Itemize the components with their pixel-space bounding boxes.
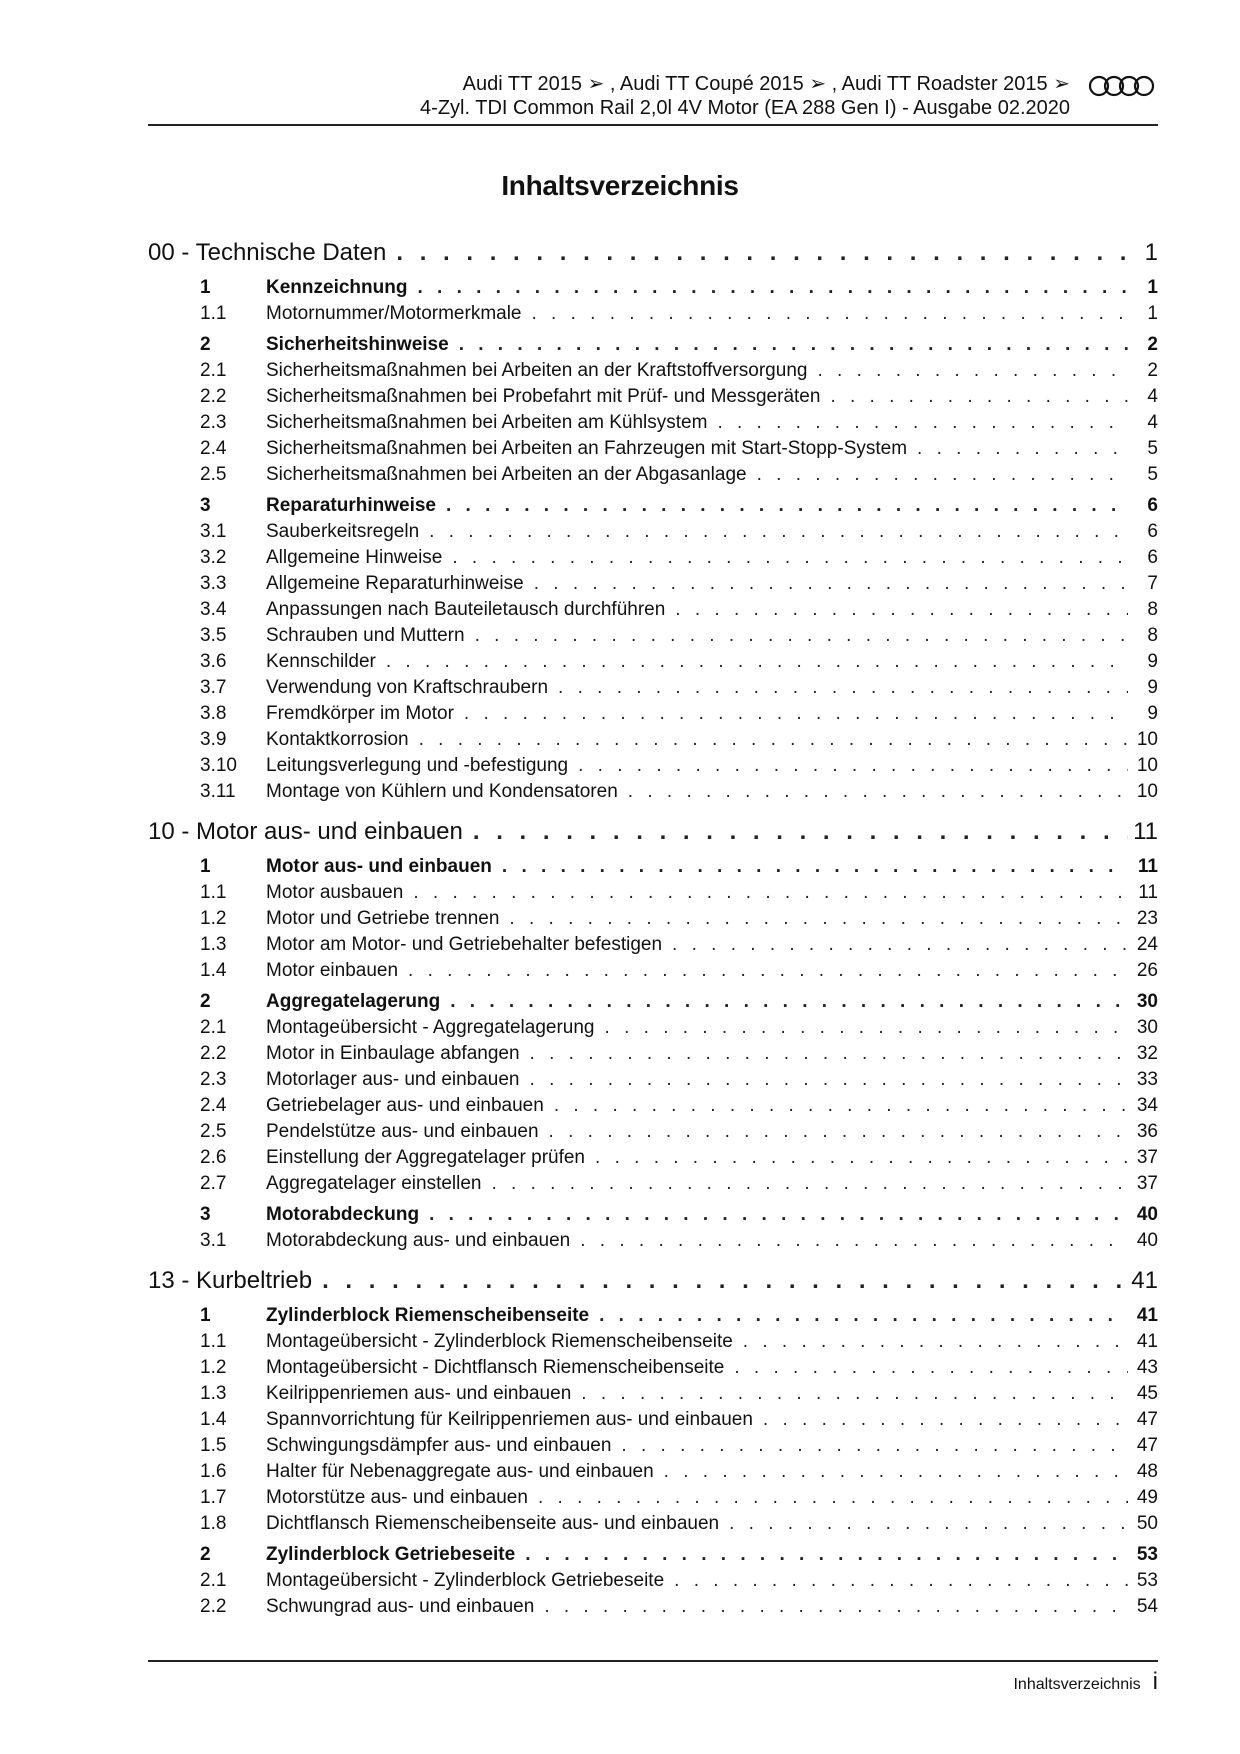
- toc-entry-page: 45: [1136, 1383, 1158, 1404]
- toc-entry-number: 1.3: [200, 1383, 227, 1404]
- toc-entry-label: Motorabdeckung: [266, 1204, 420, 1225]
- toc-entry-number: 2.7: [200, 1173, 227, 1194]
- dot-leader: [515, 1542, 1128, 1568]
- toc-entry-label: Motornummer/Motormerkmale: [266, 303, 522, 324]
- dot-leader: [544, 1093, 1128, 1119]
- toc-entry-page: 24: [1136, 934, 1158, 955]
- toc-section-entry[interactable]: [148, 1303, 1158, 1329]
- dot-leader: [747, 462, 1128, 488]
- toc-entry-label: Montageübersicht - Dichtflansch Riemenscheibenseite: [266, 1357, 725, 1378]
- dot-leader: [440, 989, 1128, 1015]
- toc-chapter-entry[interactable]: [148, 1264, 1158, 1298]
- toc-entry-label: Motor einbauen: [266, 960, 399, 981]
- toc-entry-number: 3.3: [200, 573, 227, 594]
- toc-sub-entry[interactable]: [148, 597, 1158, 623]
- dot-leader: [398, 958, 1128, 984]
- toc-entry-page: 49: [1136, 1487, 1158, 1508]
- page-header: [148, 70, 1158, 126]
- page-title: Inhaltsverzeichnis: [501, 170, 739, 201]
- toc-entry-label: Schwungrad aus- und einbauen: [266, 1596, 535, 1617]
- toc-sub-entry[interactable]: [148, 410, 1158, 436]
- dot-leader: [376, 649, 1128, 675]
- toc-entry-number: 2.5: [200, 464, 227, 485]
- toc-entry-label: Kennschilder: [266, 651, 376, 672]
- toc-entry-page: 32: [1136, 1043, 1158, 1064]
- toc-entry-number: 3: [200, 1204, 211, 1225]
- toc-entry-page: 30: [1136, 1017, 1158, 1038]
- toc-entry-label: Montage von Kühlern und Kondensatoren: [266, 781, 618, 802]
- toc-sub-entry[interactable]: [148, 1381, 1158, 1407]
- toc-entry-label: Montageübersicht - Zylinderblock Riemenscheibenseite: [266, 1331, 733, 1352]
- dot-leader: [482, 1171, 1129, 1197]
- toc-entry-number: 3.4: [200, 599, 227, 620]
- toc-entry-page: 41: [1136, 1331, 1158, 1352]
- toc-entry-number: 1.1: [200, 303, 227, 324]
- toc-entry-number: 3.2: [200, 547, 227, 568]
- toc-entry-label: Kontaktkorrosion: [266, 729, 409, 750]
- toc-sub-entry[interactable]: [148, 701, 1158, 727]
- toc-entry-page: 8: [1147, 599, 1158, 620]
- dot-leader: [548, 675, 1128, 701]
- dot-leader: [407, 275, 1128, 301]
- dot-leader: [524, 571, 1128, 597]
- toc-entry-page: 4: [1147, 412, 1158, 433]
- dot-leader: [589, 1303, 1128, 1329]
- toc-entry-page: 2: [1147, 360, 1158, 381]
- toc-entry-label: Keilrippenriemen aus- und einbauen: [266, 1383, 572, 1404]
- toc-sub-entry[interactable]: [148, 1228, 1158, 1254]
- toc-entry-page: 54: [1136, 1596, 1158, 1617]
- toc-sub-entry[interactable]: [148, 727, 1158, 753]
- toc-entry-label: 10 - Motor aus- und einbauen: [148, 818, 463, 845]
- dot-leader: [449, 332, 1128, 358]
- toc-sub-entry[interactable]: [148, 779, 1158, 805]
- toc-sub-entry[interactable]: [148, 623, 1158, 649]
- dot-leader: [403, 880, 1128, 906]
- toc-entry-page: 40: [1136, 1204, 1158, 1225]
- toc-entry-number: 1.5: [200, 1435, 227, 1456]
- dot-leader: [534, 1594, 1128, 1620]
- toc-entry-page: 53: [1136, 1570, 1158, 1591]
- toc-entry-number: 2: [200, 334, 211, 355]
- toc-entry-page: 5: [1147, 464, 1158, 485]
- toc-sub-entry[interactable]: [148, 545, 1158, 571]
- toc-sub-entry[interactable]: [148, 753, 1158, 779]
- audi-rings-logo: [1088, 74, 1158, 98]
- toc-entry-label: Motorabdeckung aus- und einbauen: [266, 1230, 571, 1251]
- toc-sub-entry[interactable]: [148, 932, 1158, 958]
- toc-sub-entry[interactable]: [148, 1511, 1158, 1537]
- dot-leader: [707, 410, 1128, 436]
- dot-leader: [520, 1067, 1128, 1093]
- toc-entry-page: 2: [1147, 334, 1158, 355]
- toc-sub-entry[interactable]: [148, 1329, 1158, 1355]
- toc-sub-entry[interactable]: [148, 301, 1158, 327]
- toc-entry-page: 40: [1136, 1230, 1158, 1251]
- toc-section-entry[interactable]: [148, 1202, 1158, 1228]
- toc-entry-label: Schwingungsdämpfer aus- und einbauen: [266, 1435, 612, 1456]
- toc-entry-page: 5: [1147, 438, 1158, 459]
- toc-entry-number: 2.6: [200, 1147, 227, 1168]
- dot-leader: [463, 815, 1128, 849]
- toc-entry-number: 2.1: [200, 1017, 227, 1038]
- dot-leader: [312, 1264, 1128, 1298]
- toc-entry-page: 30: [1136, 991, 1158, 1012]
- dot-leader: [522, 301, 1129, 327]
- dot-leader: [585, 1145, 1128, 1171]
- toc-entry-number: 1.8: [200, 1513, 227, 1534]
- toc-entry-label: Pendelstütze aus- und einbauen: [266, 1121, 539, 1142]
- toc-entry-number: 1.2: [200, 908, 227, 929]
- toc-section-entry[interactable]: [148, 332, 1158, 358]
- toc-entry-number: 1.4: [200, 960, 227, 981]
- toc-entry-number: 3.11: [200, 781, 236, 802]
- toc-sub-entry[interactable]: [148, 358, 1158, 384]
- dot-leader: [492, 854, 1128, 880]
- dot-leader: [570, 1228, 1128, 1254]
- toc-sub-entry[interactable]: [148, 1119, 1158, 1145]
- toc-entry-number: 2.5: [200, 1121, 227, 1142]
- dot-leader: [386, 236, 1128, 270]
- toc-sub-entry[interactable]: [148, 1568, 1158, 1594]
- dot-leader: [719, 1511, 1128, 1537]
- toc-chapter-entry[interactable]: [148, 236, 1158, 270]
- toc-chapter-entry[interactable]: [148, 815, 1158, 849]
- toc-entry-number: 1.1: [200, 882, 227, 903]
- dot-leader: [595, 1015, 1128, 1041]
- toc-entry-number: 2.1: [200, 1570, 227, 1591]
- toc-sub-entry[interactable]: [148, 880, 1158, 906]
- toc-sub-entry[interactable]: [148, 1093, 1158, 1119]
- toc-entry-page: 10: [1136, 729, 1158, 750]
- toc-entry-number: 3.6: [200, 651, 227, 672]
- toc-sub-entry[interactable]: [148, 906, 1158, 932]
- toc-entry-label: Sicherheitsmaßnahmen bei Probefahrt mit Prüf- und Messgeräten: [266, 386, 821, 407]
- toc-section-entry[interactable]: [148, 493, 1158, 519]
- toc-entry-page: 37: [1136, 1173, 1158, 1194]
- toc-entry-label: Montageübersicht - Aggregatelagerung: [266, 1017, 595, 1038]
- toc-entry-label: Aggregatelager einstellen: [266, 1173, 482, 1194]
- toc-section-entry[interactable]: [148, 1542, 1158, 1568]
- toc-entry-number: 1: [200, 1305, 211, 1326]
- toc-entry-page: 10: [1136, 755, 1158, 776]
- toc-entry-label: Motorlager aus- und einbauen: [266, 1069, 520, 1090]
- toc-sub-entry[interactable]: [148, 1067, 1158, 1093]
- toc-entry-number: 3.1: [200, 1230, 227, 1251]
- toc-sub-entry[interactable]: [148, 1041, 1158, 1067]
- toc-entry-page: 23: [1136, 908, 1158, 929]
- toc-entry-page: 1: [1144, 239, 1158, 266]
- toc-entry-label: Leitungsverlegung und -befestigung: [266, 755, 569, 776]
- toc-entry-label: Motor in Einbaulage abfangen: [266, 1043, 520, 1064]
- dot-leader: [465, 623, 1128, 649]
- dot-leader: [528, 1485, 1128, 1511]
- toc-sub-entry[interactable]: [148, 1594, 1158, 1620]
- toc-entry-number: 3.1: [200, 521, 227, 542]
- dot-leader: [539, 1119, 1128, 1145]
- toc-entry-number: 2.2: [200, 386, 227, 407]
- toc-entry-label: Motor und Getriebe trennen: [266, 908, 500, 929]
- toc-entry-label: Anpassungen nach Bauteiletausch durchführen: [266, 599, 666, 620]
- toc-entry-label: Halter für Nebenaggregate aus- und einbauen: [266, 1461, 654, 1482]
- toc-entry-number: 2.4: [200, 438, 227, 459]
- toc-entry-number: 1: [200, 856, 211, 877]
- toc-entry-number: 1.7: [200, 1487, 227, 1508]
- toc-entry-label: Einstellung der Aggregatelager prüfen: [266, 1147, 586, 1168]
- toc-entry-label: Sicherheitsmaßnahmen bei Arbeiten am Kühlsystem: [266, 412, 708, 433]
- toc-entry-page: 1: [1147, 303, 1158, 324]
- toc-entry-number: 1: [200, 277, 211, 298]
- toc-entry-number: 2: [200, 1544, 211, 1565]
- dot-leader: [568, 753, 1128, 779]
- dot-leader: [733, 1329, 1128, 1355]
- toc-entry-label: Montageübersicht - Zylinderblock Getriebeseite: [266, 1570, 665, 1591]
- dot-leader: [664, 1568, 1128, 1594]
- toc-section-entry[interactable]: [148, 989, 1158, 1015]
- toc-entry-page: 43: [1136, 1357, 1158, 1378]
- toc-entry-page: 9: [1147, 677, 1158, 698]
- toc-entry-number: 3.10: [200, 755, 237, 776]
- toc-entry-number: 1.2: [200, 1357, 227, 1378]
- toc-sub-entry[interactable]: [148, 384, 1158, 410]
- toc-entry-label: Spannvorrichtung für Keilrippenriemen aus- und einbauen: [266, 1409, 753, 1430]
- dot-leader: [665, 597, 1128, 623]
- toc-entry-number: 2.3: [200, 412, 227, 433]
- dot-leader: [820, 384, 1128, 410]
- dot-leader: [571, 1381, 1128, 1407]
- toc-entry-page: 41: [1136, 1305, 1158, 1326]
- toc-sub-entry[interactable]: [148, 958, 1158, 984]
- dot-leader: [419, 1202, 1128, 1228]
- toc-entry-number: 1.1: [200, 1331, 227, 1352]
- toc-entry-label: Allgemeine Hinweise: [266, 547, 443, 568]
- dot-leader: [807, 358, 1128, 384]
- toc-entry-number: 3.9: [200, 729, 227, 750]
- dot-leader: [409, 727, 1128, 753]
- toc-sub-entry[interactable]: [148, 675, 1158, 701]
- dot-leader: [520, 1041, 1128, 1067]
- toc-entry-label: Getriebelager aus- und einbauen: [266, 1095, 544, 1116]
- toc-sub-entry[interactable]: [148, 1485, 1158, 1511]
- toc-sub-entry[interactable]: [148, 1015, 1158, 1041]
- toc-entry-number: 1.3: [200, 934, 227, 955]
- toc-entry-label: Sauberkeitsregeln: [266, 521, 420, 542]
- toc-sub-entry[interactable]: [148, 1433, 1158, 1459]
- toc-entry-number: 2.2: [200, 1596, 227, 1617]
- header-text: [420, 72, 1070, 120]
- toc-entry-page: 47: [1136, 1435, 1158, 1456]
- toc-sub-entry[interactable]: [148, 1145, 1158, 1171]
- toc-entry-number: 2.3: [200, 1069, 227, 1090]
- toc-entry-label: Sicherheitsmaßnahmen bei Arbeiten an der Abgasanlage: [266, 464, 747, 485]
- toc-entry-label: Fremdkörper im Motor: [266, 703, 454, 724]
- toc-entry-page: 6: [1147, 521, 1158, 542]
- dot-leader: [611, 1433, 1128, 1459]
- toc-entry-label: Aggregatelagerung: [266, 991, 441, 1012]
- toc-entry-label: Motor aus- und einbauen: [266, 856, 492, 877]
- toc-entry-number: 2: [200, 991, 211, 1012]
- toc-entry-label: Motor am Motor- und Getriebehalter befestigen: [266, 934, 663, 955]
- toc-entry-page: 8: [1147, 625, 1158, 646]
- toc-entry-page: 11: [1138, 882, 1158, 903]
- dot-leader: [442, 545, 1128, 571]
- toc-entry-number: 1.6: [200, 1461, 227, 1482]
- toc-entry-page: 4: [1147, 386, 1158, 407]
- dot-leader: [654, 1459, 1128, 1485]
- toc-entry-number: 3.7: [200, 677, 227, 698]
- toc-entry-page: 36: [1136, 1121, 1158, 1142]
- toc-entry-label: Dichtflansch Riemenscheibenseite aus- und einbauen: [266, 1513, 720, 1534]
- toc-entry-page: 7: [1147, 573, 1158, 594]
- toc-entry-label: Allgemeine Reparaturhinweise: [266, 573, 524, 594]
- toc-sub-entry[interactable]: [148, 649, 1158, 675]
- toc-entry-label: Motor ausbauen: [266, 882, 404, 903]
- header-engine-line: 4-Zyl. TDI Common Rail 2,0l 4V Motor (EA 288 Gen I) - Ausgabe 02.2020: [420, 97, 1070, 119]
- toc-entry-label: Zylinderblock Riemenscheibenseite: [266, 1305, 590, 1326]
- toc-section-entry[interactable]: [148, 275, 1158, 301]
- toc-entry-label: 13 - Kurbeltrieb: [148, 1267, 313, 1294]
- footer-divider: [148, 1660, 1158, 1662]
- dot-leader: [907, 436, 1128, 462]
- toc-entry-number: 2.2: [200, 1043, 227, 1064]
- toc-entry-page: 9: [1147, 651, 1158, 672]
- toc-entry-page: 11: [1133, 818, 1158, 845]
- toc-entry-page: 50: [1136, 1513, 1158, 1534]
- toc-entry-page: 10: [1136, 781, 1158, 802]
- dot-leader: [419, 519, 1128, 545]
- toc-section-entry[interactable]: [148, 854, 1158, 880]
- toc-entry-number: 2.1: [200, 360, 227, 381]
- dot-leader: [724, 1355, 1128, 1381]
- toc-entry-label: Sicherheitsmaßnahmen bei Arbeiten an der Kraftstoffversorgung: [266, 360, 808, 381]
- toc-entry-label: 00 - Technische Daten: [148, 239, 387, 266]
- toc-entry-label: Schrauben und Muttern: [266, 625, 465, 646]
- toc-sub-entry[interactable]: [148, 462, 1158, 488]
- toc-sub-entry[interactable]: [148, 1459, 1158, 1485]
- toc-entry-label: Motorstütze aus- und einbauen: [266, 1487, 528, 1508]
- toc-entry-page: 47: [1136, 1409, 1158, 1430]
- page-footer: [1013, 1668, 1158, 1696]
- toc-sub-entry[interactable]: [148, 571, 1158, 597]
- toc-entry-page: 37: [1136, 1147, 1158, 1168]
- toc-entry-number: 1.4: [200, 1409, 227, 1430]
- toc-sub-entry[interactable]: [148, 1171, 1158, 1197]
- toc-entry-page: 33: [1136, 1069, 1158, 1090]
- dot-leader: [662, 932, 1128, 958]
- toc-entry-label: Verwendung von Kraftschraubern: [266, 677, 549, 698]
- toc-entry-page: 6: [1147, 547, 1158, 568]
- footer-page-number: i: [1152, 1668, 1158, 1695]
- toc-sub-entry[interactable]: [148, 1407, 1158, 1433]
- toc-entry-label: Sicherheitsmaßnahmen bei Arbeiten an Fahrzeugen mit Start-Stopp-System: [266, 438, 908, 459]
- toc-sub-entry[interactable]: [148, 519, 1158, 545]
- dot-leader: [436, 493, 1128, 519]
- toc-entry-page: 48: [1136, 1461, 1158, 1482]
- toc-sub-entry[interactable]: [148, 1355, 1158, 1381]
- toc-entry-page: 11: [1137, 856, 1158, 877]
- toc-entry-label: Zylinderblock Getriebeseite: [266, 1544, 516, 1565]
- toc-entry-page: 9: [1147, 703, 1158, 724]
- toc-entry-label: Kennzeichnung: [266, 277, 408, 298]
- toc-entry-label: Reparaturhinweise: [266, 495, 436, 516]
- toc-entry-number: 3.5: [200, 625, 227, 646]
- dot-leader: [753, 1407, 1128, 1433]
- toc-entry-page: 34: [1136, 1095, 1158, 1116]
- toc-entry-page: 1: [1147, 277, 1158, 298]
- toc-entry-number: 3.8: [200, 703, 227, 724]
- dot-leader: [454, 701, 1128, 727]
- toc-entry-page: 26: [1136, 960, 1158, 981]
- toc-entry-number: 3: [200, 495, 211, 516]
- toc-entry-label: Sicherheitshinweise: [266, 334, 449, 355]
- toc-entry-page: 53: [1136, 1544, 1158, 1565]
- table-of-contents: [148, 236, 1158, 1620]
- toc-entry-number: 2.4: [200, 1095, 227, 1116]
- toc-sub-entry[interactable]: [148, 436, 1158, 462]
- toc-entry-page: 41: [1131, 1267, 1158, 1294]
- footer-label: Inhaltsverzeichnis: [1013, 1676, 1141, 1693]
- dot-leader: [618, 779, 1128, 805]
- toc-entry-page: 6: [1147, 495, 1158, 516]
- dot-leader: [499, 906, 1128, 932]
- header-vehicle-line: Audi TT 2015 ➢ , Audi TT Coupé 2015 ➢ , Audi TT Roadster 2015 ➢: [462, 73, 1070, 95]
